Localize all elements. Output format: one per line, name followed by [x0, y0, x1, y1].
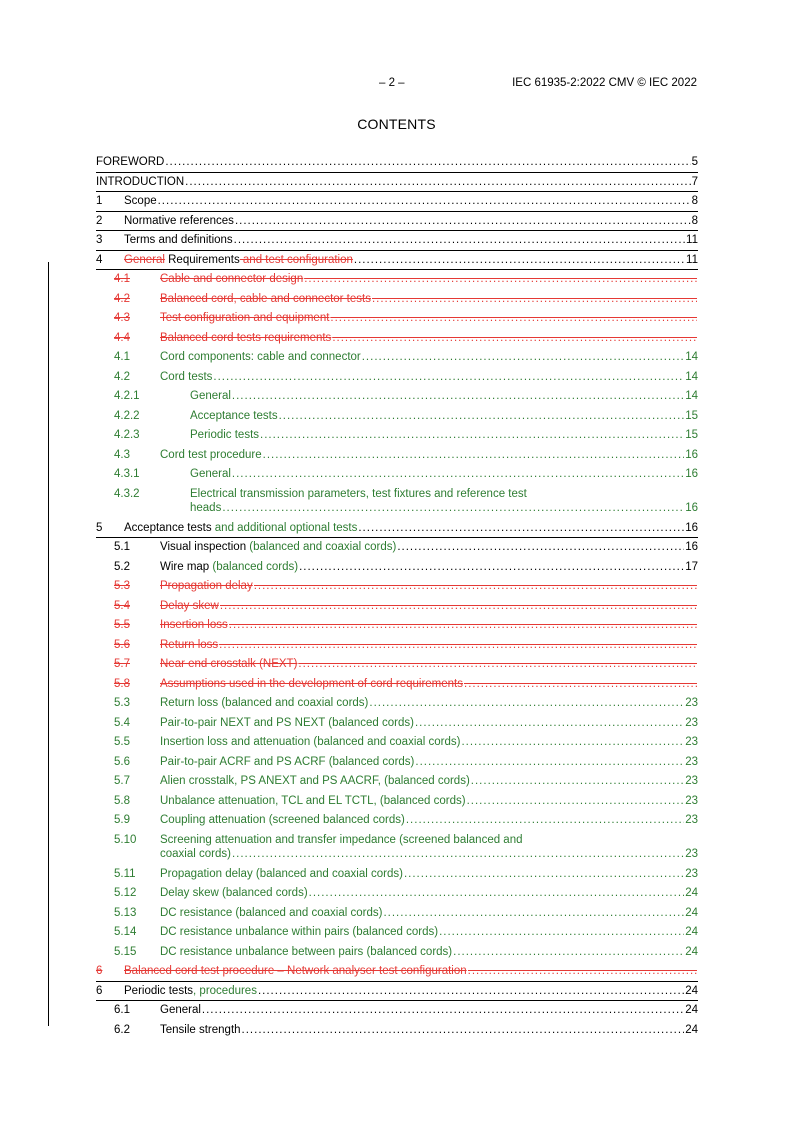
- toc-number: 1: [96, 195, 103, 207]
- toc-entry[interactable]: [96, 636, 698, 656]
- dot-leader: [358, 519, 684, 539]
- toc-number: 5.2: [114, 560, 130, 573]
- toc-number: 5.4: [114, 716, 130, 729]
- dot-leader: [229, 616, 697, 636]
- toc-page-number: 24: [685, 945, 698, 958]
- toc-page-number: 23: [685, 794, 698, 807]
- toc-entry[interactable]: [96, 694, 698, 714]
- page-title: CONTENTS: [357, 116, 436, 132]
- dot-leader: [464, 675, 697, 695]
- toc-number: 5.12: [114, 887, 137, 899]
- toc-number: 4.1: [114, 351, 130, 363]
- dot-leader: [383, 904, 684, 924]
- dot-leader: [234, 231, 685, 251]
- toc-entry[interactable]: [96, 231, 698, 251]
- toc-page-number: 23: [685, 814, 698, 826]
- toc-number: 4.2: [114, 370, 130, 383]
- toc-page-number: 14: [685, 370, 698, 383]
- toc-entry[interactable]: [96, 904, 698, 924]
- toc-title: Delay skew (balanced cords): [160, 887, 308, 899]
- toc-number: 5.8: [114, 794, 130, 807]
- toc-page-number: 17: [685, 560, 698, 573]
- toc-page-number: 24: [685, 1023, 698, 1036]
- toc-title: Balanced cord test procedure – Network analyser test configuration: [124, 965, 467, 977]
- table-of-contents: [96, 153, 698, 1040]
- toc-number: 5.4: [114, 599, 130, 612]
- dot-leader: [258, 982, 684, 1002]
- dot-leader: [219, 636, 697, 656]
- toc-page-number: 24: [685, 984, 698, 997]
- toc-entry[interactable]: [96, 675, 698, 695]
- dot-leader: [439, 923, 684, 943]
- dot-leader: [415, 753, 684, 773]
- toc-number: 6.1: [114, 1004, 130, 1016]
- toc-entry[interactable]: [96, 923, 698, 943]
- toc-entry[interactable]: [96, 485, 698, 519]
- dot-leader: [468, 962, 697, 982]
- dot-leader: [304, 270, 697, 290]
- dot-leader: [232, 847, 684, 861]
- toc-number: 5.3: [114, 580, 130, 592]
- toc-title: Near end crosstalk (NEXT): [160, 658, 298, 670]
- toc-page-number: 23: [685, 736, 698, 748]
- toc-title: Wire map: [160, 560, 210, 573]
- toc-number: 4.2.2: [114, 409, 140, 422]
- toc-entry[interactable]: [96, 153, 698, 173]
- dot-leader: [260, 426, 684, 446]
- deleted-text: and test configuration: [239, 253, 353, 266]
- toc-number: 4.2: [114, 292, 130, 305]
- toc-title: General: [190, 390, 231, 402]
- toc-number: 4.2.1: [114, 390, 140, 402]
- toc-title: Periodic tests: [190, 429, 260, 441]
- toc-entry[interactable]: [96, 290, 698, 310]
- dot-leader: [397, 538, 684, 558]
- toc-page-number: 24: [685, 1004, 698, 1016]
- dot-leader: [461, 733, 684, 753]
- toc-number: 5.14: [114, 926, 137, 938]
- toc-title: INTRODUCTION: [96, 175, 185, 188]
- dot-leader: [309, 884, 685, 904]
- toc-title: DC resistance unbalance between pairs (balanced cords): [160, 945, 453, 958]
- toc-title: Visual inspection: [160, 541, 247, 553]
- dot-leader: [415, 714, 684, 734]
- toc-entry[interactable]: [96, 426, 698, 446]
- toc-title: Terms and definitions: [124, 234, 233, 246]
- toc-entry[interactable]: [96, 1021, 698, 1041]
- toc-title: FOREWORD: [96, 156, 165, 168]
- toc-entry[interactable]: [96, 792, 698, 812]
- toc-page-number: 16: [685, 521, 698, 534]
- toc-page-number: 11: [686, 234, 698, 246]
- toc-title: Coupling attenuation (screened balanced cords): [160, 814, 405, 826]
- toc-title: Test configuration and equipment: [160, 312, 330, 324]
- toc-title-cont: coaxial cords): [160, 847, 231, 860]
- toc-page-number: 14: [685, 351, 698, 363]
- toc-title: Insertion loss and attenuation (balanced and coaxial cords): [160, 736, 461, 748]
- toc-page-number: 8: [691, 214, 698, 227]
- deleted-text: General: [124, 253, 165, 266]
- dot-leader: [254, 577, 697, 597]
- dot-leader: [298, 655, 697, 675]
- page-number: – 2 –: [379, 77, 405, 89]
- toc-entry[interactable]: [96, 753, 698, 773]
- toc-number: 5.9: [114, 814, 130, 826]
- toc-entry[interactable]: [96, 865, 698, 885]
- toc-number: 4.3.1: [114, 468, 140, 480]
- toc-title: DC resistance (balanced and coaxial cords): [160, 906, 383, 919]
- page-header: [0, 77, 793, 93]
- toc-entry[interactable]: [96, 251, 698, 271]
- toc-title: Electrical transmission parameters, test fixtures and reference test: [190, 487, 527, 500]
- toc-number: 4: [96, 253, 103, 266]
- toc-entry[interactable]: [96, 655, 698, 675]
- dot-leader: [453, 943, 684, 963]
- toc-page-number: 11: [686, 253, 698, 266]
- toc-page-number: 23: [685, 867, 698, 880]
- toc-number: 6: [96, 965, 103, 977]
- toc-title: Cable and connector design: [160, 273, 304, 285]
- dot-leader: [222, 501, 684, 515]
- toc-title: Tensile strength: [160, 1023, 241, 1036]
- dot-leader: [362, 348, 684, 368]
- toc-title: Periodic tests: [124, 984, 194, 997]
- toc-number: 5.15: [114, 945, 137, 958]
- dot-leader: [158, 192, 691, 212]
- toc-number: 5.7: [114, 658, 130, 670]
- dot-leader: [404, 865, 684, 885]
- toc-entry[interactable]: [96, 597, 698, 617]
- toc-title: Cord test procedure: [160, 448, 262, 461]
- toc-title: Alien crosstalk, PS ANEXT and PS AACRF, (balanced cords): [160, 775, 470, 787]
- toc-title: Assumptions used in the development of cord requirements: [160, 677, 463, 690]
- toc-entry[interactable]: [96, 212, 698, 232]
- dot-leader: [332, 329, 697, 349]
- toc-number: 5.8: [114, 677, 130, 690]
- dot-leader: [299, 558, 684, 578]
- toc-number: 4.1: [114, 273, 130, 285]
- toc-entry[interactable]: [96, 733, 698, 753]
- dot-leader: [372, 290, 697, 310]
- dot-leader: [471, 772, 684, 792]
- toc-page-number: 16: [685, 541, 698, 553]
- dot-leader: [406, 811, 684, 831]
- toc-page-number: 7: [691, 175, 698, 188]
- toc-page-number: 23: [685, 697, 698, 709]
- toc-number: 4.2.3: [114, 429, 140, 441]
- toc-title: DC resistance unbalance within pairs (balanced cords): [160, 926, 439, 938]
- dot-leader: [213, 368, 684, 388]
- toc-entry[interactable]: [96, 329, 698, 349]
- toc-page-number: 24: [685, 887, 698, 899]
- toc-number: 5.6: [114, 755, 130, 768]
- toc-title: Screening attenuation and transfer impedance (screened balanced and: [160, 833, 523, 846]
- toc-number: 4.3: [114, 448, 130, 461]
- toc-entry[interactable]: [96, 173, 698, 193]
- toc-number: 5.13: [114, 906, 137, 919]
- toc-title: Acceptance tests: [124, 521, 212, 534]
- toc-title: Normative references: [124, 214, 234, 227]
- toc-entry[interactable]: [96, 1001, 698, 1021]
- inserted-text: (balanced and coaxial cords): [246, 541, 397, 553]
- toc-entry[interactable]: [96, 348, 698, 368]
- toc-page-number: 16: [685, 468, 698, 480]
- toc-entry[interactable]: [96, 558, 698, 578]
- toc-title-cont: heads: [190, 501, 222, 514]
- toc-entry[interactable]: [96, 962, 698, 982]
- toc-entry[interactable]: [96, 309, 698, 329]
- toc-title: General: [160, 1004, 201, 1016]
- toc-entry[interactable]: [96, 714, 698, 734]
- toc-number: 5.6: [114, 638, 130, 651]
- toc-page-number: 15: [685, 429, 698, 441]
- toc-number: 6.2: [114, 1023, 130, 1036]
- toc-page-number: 8: [691, 195, 698, 207]
- toc-number: 5.3: [114, 697, 130, 709]
- toc-number: 2: [96, 214, 103, 227]
- toc-page-number: 16: [685, 448, 698, 461]
- dot-leader: [369, 694, 684, 714]
- dot-leader: [330, 309, 697, 329]
- dot-leader: [279, 407, 685, 427]
- dot-leader: [202, 1001, 684, 1021]
- toc-title: Propagation delay (balanced and coaxial cords): [160, 867, 403, 880]
- toc-entry[interactable]: [96, 616, 698, 636]
- toc-title: Propagation delay: [160, 580, 253, 592]
- toc-title: Insertion loss: [160, 619, 228, 631]
- toc-title: Cord components: cable and connector: [160, 351, 361, 363]
- toc-entry[interactable]: [96, 884, 698, 904]
- dot-leader: [242, 1021, 685, 1041]
- toc-number: 4.3: [114, 312, 130, 324]
- toc-number: 4.3.2: [114, 487, 140, 500]
- toc-entry[interactable]: [96, 772, 698, 792]
- toc-number: 6: [96, 984, 103, 997]
- change-bar: [48, 262, 49, 1026]
- toc-entry[interactable]: [96, 811, 698, 831]
- toc-number: 5.1: [114, 541, 130, 553]
- toc-page-number: 16: [685, 501, 698, 514]
- toc-number: 5.11: [114, 867, 136, 880]
- toc-page-number: 23: [685, 847, 698, 860]
- toc-title: Pair-to-pair NEXT and PS NEXT (balanced cords): [160, 716, 414, 729]
- toc-title: Balanced cord, cable and connector tests: [160, 292, 371, 305]
- toc-entry[interactable]: [96, 387, 698, 407]
- dot-leader: [467, 792, 685, 812]
- toc-page-number: 23: [685, 755, 698, 768]
- toc-entry[interactable]: [96, 982, 698, 1002]
- toc-entry[interactable]: [96, 407, 698, 427]
- dot-leader: [185, 173, 690, 193]
- toc-entry[interactable]: [96, 943, 698, 963]
- toc-title: Requirements: [164, 253, 240, 266]
- inserted-text: , procedures: [193, 984, 257, 997]
- toc-page-number: 24: [685, 906, 698, 919]
- dot-leader: [220, 597, 697, 617]
- toc-entry[interactable]: [96, 446, 698, 466]
- toc-title: Acceptance tests: [190, 409, 278, 422]
- toc-entry[interactable]: [96, 831, 698, 865]
- toc-number: 5: [96, 521, 103, 534]
- dot-leader: [263, 446, 685, 466]
- dot-leader: [235, 212, 691, 232]
- toc-page-number: 23: [685, 716, 698, 729]
- toc-page-number: 5: [691, 156, 698, 168]
- dot-leader: [232, 387, 684, 407]
- toc-page-number: 14: [685, 390, 698, 402]
- toc-title: Return loss: [160, 638, 219, 651]
- toc-title: Delay skew: [160, 599, 219, 612]
- toc-entry[interactable]: [96, 465, 698, 485]
- toc-entry[interactable]: [96, 538, 698, 558]
- toc-entry[interactable]: [96, 368, 698, 388]
- toc-title: Balanced cord tests requirements: [160, 331, 332, 344]
- toc-entry[interactable]: [96, 270, 698, 290]
- toc-entry[interactable]: [96, 577, 698, 597]
- toc-title: Unbalance attenuation, TCL and EL TCTL, (balanced cords): [160, 794, 466, 807]
- dot-leader: [354, 251, 685, 271]
- toc-entry[interactable]: [96, 519, 698, 539]
- dot-leader: [232, 465, 684, 485]
- toc-title: Pair-to-pair ACRF and PS ACRF (balanced cords): [160, 755, 415, 768]
- toc-number: 5.7: [114, 775, 130, 787]
- toc-page-number: 24: [685, 926, 698, 938]
- toc-page-number: 23: [685, 775, 698, 787]
- inserted-text: and additional optional tests: [211, 521, 358, 534]
- toc-title: Cord tests: [160, 370, 213, 383]
- dot-leader: [165, 153, 690, 173]
- toc-entry[interactable]: [96, 192, 698, 212]
- inserted-text: (balanced cords): [209, 560, 299, 573]
- toc-number: 4.4: [114, 331, 130, 344]
- toc-number: 5.5: [114, 736, 130, 748]
- toc-number: 5.10: [114, 833, 137, 846]
- toc-number: 5.5: [114, 619, 130, 631]
- toc-title: Return loss (balanced and coaxial cords): [160, 697, 369, 709]
- toc-number: 3: [96, 234, 103, 246]
- document-id: IEC 61935-2:2022 CMV © IEC 2022: [512, 77, 697, 89]
- toc-title: Scope: [124, 195, 157, 207]
- toc-page-number: 15: [685, 409, 698, 422]
- toc-title: General: [190, 468, 231, 480]
